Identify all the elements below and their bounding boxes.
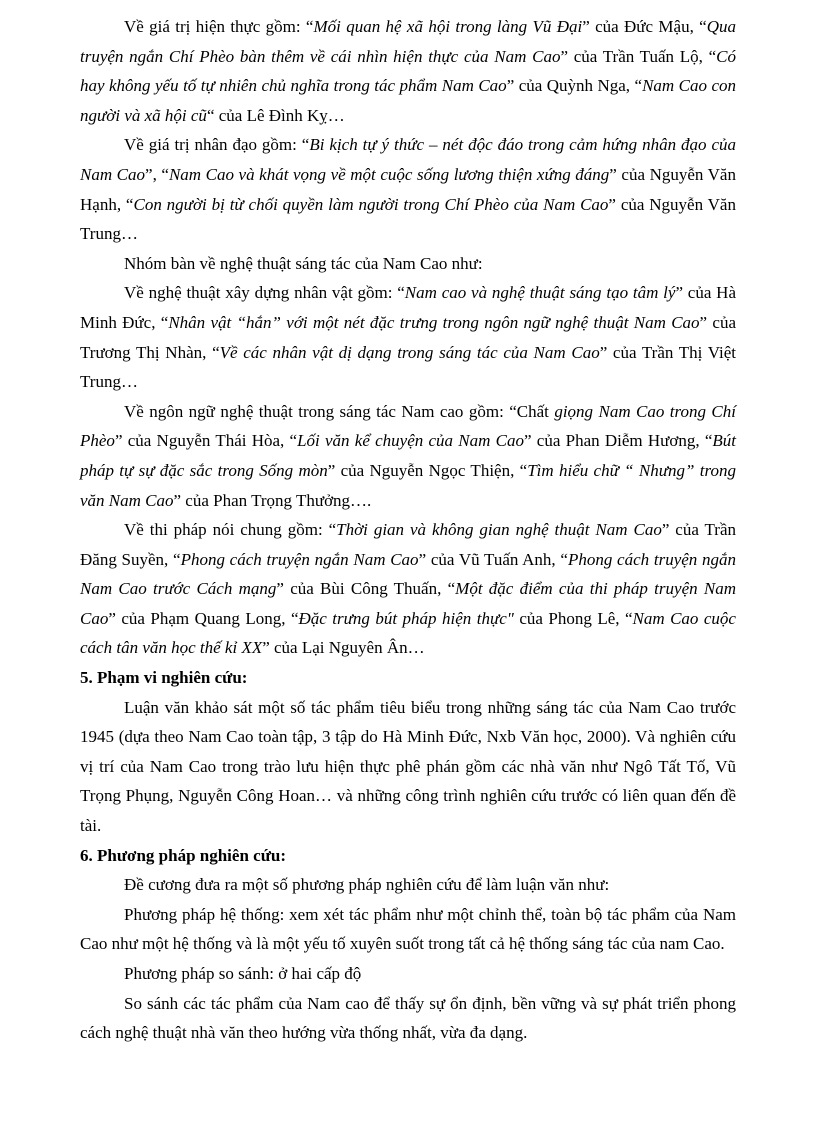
paragraph-text: 5. Phạm vi nghiên cứu: — [80, 668, 248, 688]
cited-title: Phong cách truyện ngắn Nam Cao trước Cách mạng — [80, 549, 737, 599]
paragraph-text: “ của Lê Đình Kỵ… — [206, 105, 345, 125]
paragraph-text: của Phong Lê, “ — [513, 608, 633, 628]
paragraph-text: ” của Lại Nguyên Ân… — [262, 638, 425, 658]
cited-title: Phong cách truyện ngắn Nam Cao — [180, 549, 419, 569]
body-paragraph — [80, 130, 736, 248]
cited-title: Một đặc điểm của thi pháp truyện Nam Cao — [80, 579, 736, 628]
paragraph-text: ” của Trần Đăng Suyền, “ — [80, 520, 737, 569]
paragraph-text: Phương pháp so sánh: ở hai cấp độ — [124, 964, 362, 983]
paragraph-text: Phương pháp hệ thống: xem xét tác phẩm như một chỉnh thể, toàn bộ tác phẩm của Nam Cao như một hệ thống và là một yếu tố xuyên suốt trong tất cả hệ thống sáng tác của nam Cao. — [80, 904, 736, 954]
cited-title: Bút pháp tự sự đặc sắc trong Sống mòn — [80, 431, 737, 480]
paragraph-text: ” của Nguyễn Văn Trung… — [80, 194, 736, 244]
cited-title: Thời gian và không gian nghệ thuật Nam Cao — [336, 520, 662, 540]
cited-title: Nam Cao và khát vọng về một cuộc sống lương thiện xứng đáng — [168, 164, 610, 184]
cited-title: Con người bị từ chối quyền làm người trong Chí Phèo của Nam Cao — [133, 194, 609, 214]
paragraph-text: Về nghệ thuật xây dựng nhân vật gồm: “ — [124, 283, 405, 303]
paragraph-text: ” của Đức Mậu, “ — [582, 17, 707, 36]
body-paragraph — [80, 249, 736, 279]
paragraph-text: ” của Phan Trọng Thưởng…. — [173, 490, 372, 510]
body-paragraph — [80, 693, 736, 841]
paragraph-text: So sánh các tác phẩm của Nam cao để thấy sự ổn định, bền vững và sự phát triển phong cách nghệ thuật nhà văn theo hướng vừa thống nhất, vừa đa dạng. — [80, 993, 736, 1043]
body-paragraph — [80, 989, 736, 1048]
body-paragraph — [80, 12, 736, 130]
paragraph-text: ” của Phạm Quang Long, “ — [108, 608, 299, 628]
section-heading — [80, 841, 736, 871]
body-paragraph — [80, 515, 736, 663]
paragraph-text: Luận văn khảo sát một số tác phẩm tiêu biểu trong những sáng tác của Nam Cao trước 1945 (dựa theo Nam Cao toàn tập, 3 tập do Hà Minh Đức, Nxb Văn học, 2000). Và nghiên cứu vị trí của Nam Cao trong trào lưu hiện thực phê phán gồm các nhà văn như Ngô Tất Tố, Vũ Trọng Phụng, Nguyễn Công Hoan… và những công trình nghiên cứu trước có liên quan đến đề tài. — [80, 697, 736, 836]
cited-title: Qua truyện ngắn Chí Phèo bàn thêm về cái nhìn hiện thực của Nam Cao — [80, 17, 736, 66]
paragraph-text: Nhóm bàn về nghệ thuật sáng tác của Nam Cao như: — [124, 253, 483, 273]
paragraph-text: 6. Phương pháp nghiên cứu: — [80, 845, 287, 865]
body-paragraph — [80, 900, 736, 959]
paragraph-text: ” của Phan Diễm Hương, “ — [524, 431, 713, 451]
cited-title: Bi kịch tự ý thức – nét độc đáo trong cảm hứng nhân đạo của Nam Cao — [80, 135, 737, 184]
cited-title: Có hay không yếu tố tự nhiên chủ nghĩa trong tác phẩm Nam Cao — [80, 46, 737, 96]
paragraph-text: ” của Nguyễn Văn Hạnh, “ — [80, 164, 736, 214]
paragraph-text: ” của Nguyễn Ngọc Thiện, “ — [327, 460, 528, 480]
cited-title: Tìm hiểu chữ “ Nhưng” trong văn Nam Cao — [80, 460, 737, 510]
cited-title: Nhân vật “hắn” với một nét đặc trưng trong ngôn ngữ nghệ thuật Nam Cao — [168, 312, 700, 332]
body-paragraph — [80, 870, 736, 900]
paragraph-text: Đề cương đưa ra một số phương pháp nghiên cứu để làm luận văn như: — [124, 875, 610, 895]
paragraph-text: ” của Bùi Công Thuấn, “ — [276, 579, 456, 599]
cited-title: Nam cao và nghệ thuật sáng tạo tâm lý — [404, 283, 676, 303]
paragraph-text: ” của Trương Thị Nhàn, “ — [80, 312, 737, 362]
paragraph-text: Về thi pháp nói chung gồm: “ — [124, 520, 337, 540]
body-paragraph — [80, 397, 736, 515]
paragraph-text: ”, “ — [145, 164, 169, 184]
cited-title: Nam Cao cuộc cách tân văn học thế kỉ XX — [80, 608, 736, 658]
paragraph-text: ” của Hà Minh Đức, “ — [80, 283, 736, 332]
document-page — [80, 12, 736, 1048]
paragraph-text: Về ngôn ngữ nghệ thuật trong sáng tác Nam cao gồm: “Chất — [124, 401, 555, 421]
cited-title: giọng Nam Cao trong Chí Phèo — [80, 401, 736, 451]
section-heading — [80, 663, 736, 693]
cited-title: Mối quan hệ xã hội trong làng Vũ Đại — [313, 17, 583, 36]
paragraph-text: Về giá trị hiện thực gồm: “ — [124, 17, 314, 36]
cited-title: Lối văn kể chuyện của Nam Cao — [297, 431, 524, 451]
paragraph-text: ” của Trần Thị Việt Trung… — [80, 342, 736, 392]
cited-title: Về các nhân vật dị dạng trong sáng tác của Nam Cao — [219, 342, 600, 362]
body-paragraph — [80, 278, 736, 396]
paragraph-text: ” của Trần Tuấn Lộ, “ — [560, 46, 717, 66]
body-paragraph — [80, 959, 736, 989]
cited-title: Nam Cao con người và xã hội cũ — [80, 76, 737, 125]
cited-title: Đặc trưng bút pháp hiện thực" — [298, 608, 514, 628]
paragraph-text: ” của Quỳnh Nga, “ — [506, 76, 643, 96]
paragraph-text: ” của Vũ Tuấn Anh, “ — [418, 549, 568, 569]
paragraph-text: Về giá trị nhân đạo gồm: “ — [124, 135, 310, 155]
paragraph-text: ” của Nguyễn Thái Hòa, “ — [114, 431, 298, 451]
